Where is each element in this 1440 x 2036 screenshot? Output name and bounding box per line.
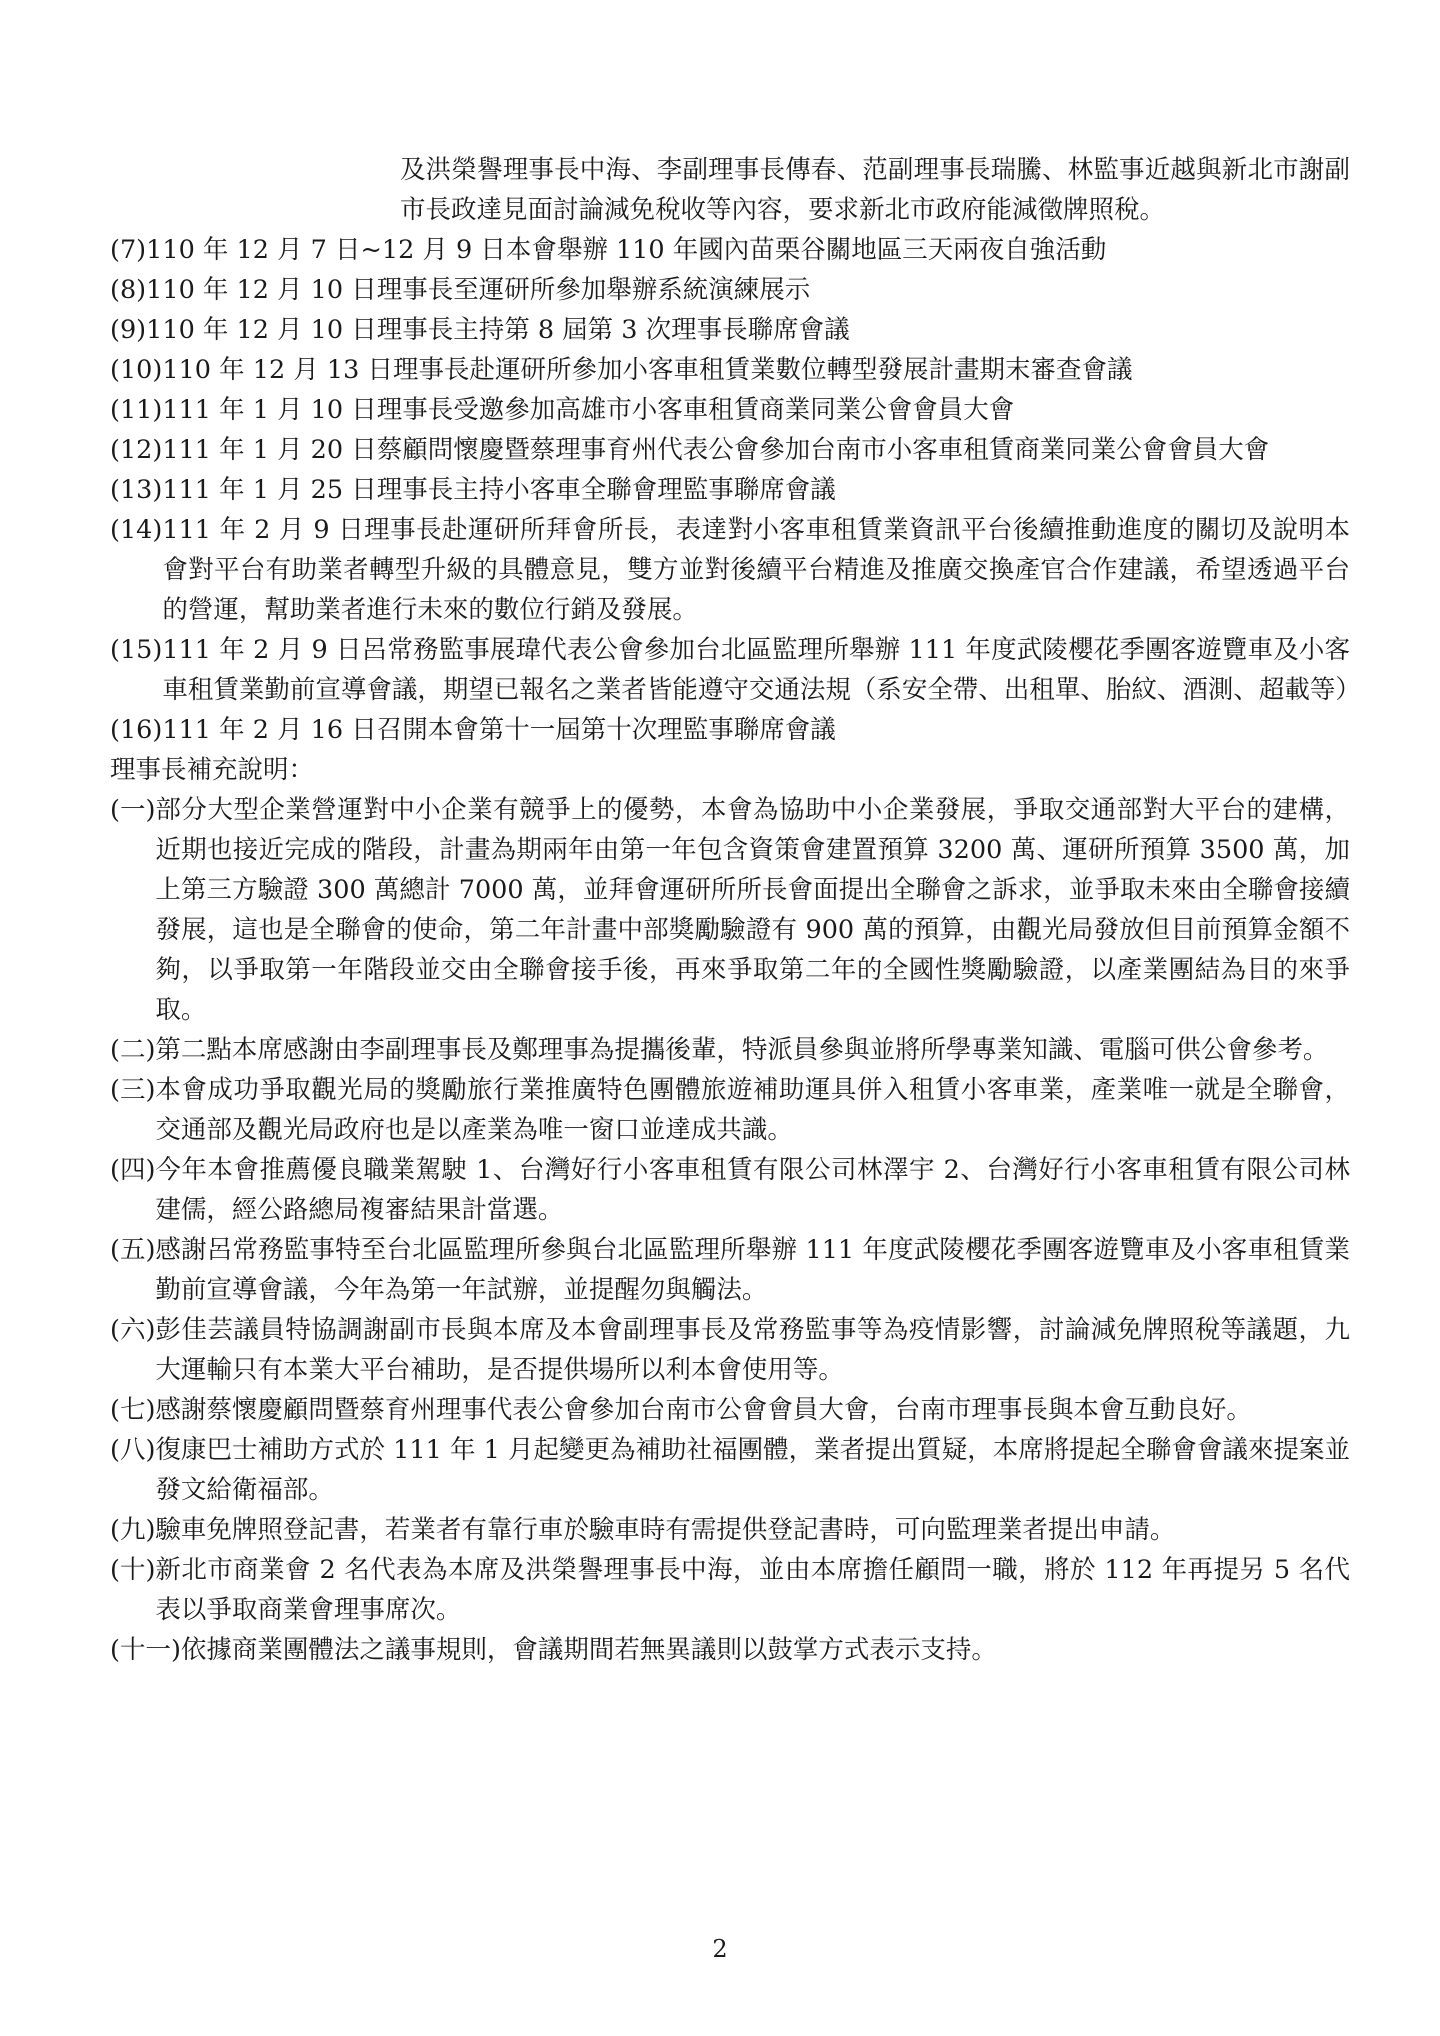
list-item bbox=[110, 350, 1350, 390]
supplement-item bbox=[110, 1150, 1350, 1230]
supplement-number: (九) bbox=[110, 1515, 156, 1545]
supplement-item bbox=[110, 1430, 1350, 1510]
supplement-text: 新北市商業會 2 名代表為本席及洪榮譽理事長中海，並由本席擔任顧問一職，將於 112 年再提另 5 名代表以爭取商業會理事席次。 bbox=[155, 1555, 1350, 1625]
supplement-number: (十一) bbox=[110, 1635, 181, 1665]
document-body bbox=[110, 150, 1361, 1670]
supplement-number: (十) bbox=[110, 1555, 156, 1585]
list-item bbox=[110, 270, 1350, 310]
item-text: 111 年 1 月 20 日蔡顧問懷慶暨蔡理事育州代表公會參加台南市小客車租賃商業同業公會會員大會 bbox=[162, 435, 1270, 465]
list-item bbox=[110, 630, 1361, 710]
item-text: 111 年 2 月 9 日呂常務監事展瑋代表公會參加台北區監理所舉辦 111 年度武陵櫻花季團客遊覽車及小客車租賃業勤前宣導會議，期望已報名之業者皆能遵守交通法規（系安全帶、出租單、胎紋、酒測、超載等） bbox=[162, 635, 1361, 705]
item-text: 111 年 2 月 9 日理事長赴運研所拜會所長，表達對小客車租賃業資訊平台後續推動進度的關切及說明本會對平台有助業者轉型升級的具體意見，雙方並對後續平台精進及推廣交換產官合作建議，希望透過平台的營運，幫助業者進行未來的數位行銷及發展。 bbox=[162, 515, 1350, 625]
supplement-text: 復康巴士補助方式於 111 年 1 月起變更為補助社福團體，業者提出質疑，本席將提起全聯會會議來提案並發文給衛福部。 bbox=[155, 1435, 1350, 1505]
supplement-text: 今年本會推薦優良職業駕駛 1、台灣好行小客車租賃有限公司林澤宇 2、台灣好行小客車租賃有限公司林建儒，經公路總局複審結果計當選。 bbox=[155, 1155, 1350, 1225]
supplement-number: (六) bbox=[110, 1315, 156, 1345]
supplement-number: (四) bbox=[110, 1155, 156, 1185]
supplement-item bbox=[110, 1630, 1350, 1670]
supplement-text: 本會成功爭取觀光局的獎勵旅行業推廣特色團體旅遊補助運具併入租賃小客車業，產業唯一就是全聯會，交通部及觀光局政府也是以產業為唯一窗口並達成共識。 bbox=[155, 1075, 1350, 1145]
supplement-number: (五) bbox=[110, 1235, 156, 1265]
supplement-text: 感謝蔡懷慶顧問暨蔡育州理事代表公會參加台南市公會會員大會，台南市理事長與本會互動良好。 bbox=[155, 1395, 1252, 1425]
supplement-text: 第二點本席感謝由李副理事長及鄭理事為提攜後輩，特派員參與並將所學專業知識、電腦可供公會參考。 bbox=[155, 1035, 1329, 1065]
supplement-item bbox=[110, 1390, 1350, 1430]
list-item bbox=[110, 390, 1350, 430]
item-number: (10) bbox=[110, 355, 163, 385]
supplement-item bbox=[110, 1070, 1350, 1150]
item-number: (9) bbox=[110, 315, 147, 345]
item-number: (12) bbox=[110, 435, 163, 465]
supplement-item bbox=[110, 1310, 1350, 1390]
page-number: 2 bbox=[712, 1935, 728, 1963]
item-text: 110 年 12 月 7 日~12 月 9 日本會舉辦 110 年國內苗栗谷關地區三天兩夜自強活動 bbox=[146, 235, 1107, 265]
supplement-text: 驗車免牌照登記書，若業者有靠行車於驗車時有需提供登記書時，可向監理業者提出申請。 bbox=[155, 1515, 1176, 1545]
supplement-item bbox=[110, 1550, 1350, 1630]
supplement-number: (一) bbox=[110, 795, 156, 825]
list-item bbox=[110, 510, 1350, 630]
continuation-paragraph: 及洪榮譽理事長中海、李副理事長傳春、范副理事長瑞騰、林監事近越與新北市謝副市長政達見面討論減免稅收等內容，要求新北市政府能減徵牌照稅。 bbox=[400, 155, 1350, 225]
list-item bbox=[110, 710, 1350, 750]
item-number: (16) bbox=[110, 715, 163, 745]
item-number: (13) bbox=[110, 475, 163, 505]
supplement-text: 感謝呂常務監事特至台北區監理所參與台北區監理所舉辦 111 年度武陵櫻花季團客遊覽車及小客車租賃業勤前宣導會議，今年為第一年試辦，並提醒勿與觸法。 bbox=[155, 1235, 1350, 1305]
item-text: 110 年 12 月 13 日理事長赴運研所參加小客車租賃業數位轉型發展計畫期末審查會議 bbox=[162, 355, 1133, 385]
list-item bbox=[110, 430, 1350, 470]
item-number: (11) bbox=[110, 395, 163, 425]
list-item bbox=[110, 310, 1350, 350]
item-text: 110 年 12 月 10 日理事長主持第 8 屆第 3 次理事長聯席會議 bbox=[146, 315, 850, 345]
item-text: 111 年 2 月 16 日召開本會第十一屆第十次理監事聯席會議 bbox=[162, 715, 836, 745]
supplement-heading: 理事長補充說明： bbox=[110, 755, 315, 785]
supplement-number: (八) bbox=[110, 1435, 156, 1465]
item-text: 110 年 12 月 10 日理事長至運研所參加舉辦系統演練展示 bbox=[146, 275, 811, 305]
item-number: (14) bbox=[110, 515, 163, 545]
supplement-text: 依據商業團體法之議事規則，會議期間若無異議則以鼓掌方式表示支持。 bbox=[180, 1635, 997, 1665]
supplement-number: (二) bbox=[110, 1035, 156, 1065]
supplement-number: (三) bbox=[110, 1075, 156, 1105]
supplement-item bbox=[110, 790, 1350, 1030]
list-item bbox=[110, 470, 1350, 510]
item-text: 111 年 1 月 10 日理事長受邀參加高雄市小客車租賃商業同業公會會員大會 bbox=[162, 395, 1015, 425]
item-number: (15) bbox=[110, 635, 163, 665]
item-number: (8) bbox=[110, 275, 147, 305]
item-text: 111 年 1 月 25 日理事長主持小客車全聯會理監事聯席會議 bbox=[162, 475, 836, 505]
item-number: (7) bbox=[110, 235, 147, 265]
supplement-item bbox=[110, 1030, 1350, 1070]
supplement-item bbox=[110, 1510, 1350, 1550]
supplement-number: (七) bbox=[110, 1395, 156, 1425]
list-item bbox=[110, 230, 1350, 270]
supplement-text: 部分大型企業營運對中小企業有競爭上的優勢，本會為協助中小企業發展，爭取交通部對大平台的建構，近期也接近完成的階段，計畫為期兩年由第一年包含資策會建置預算 3200 萬、運研所預算 3500 萬，加上第三方驗證 300 萬總計 7000 萬，並拜會運研所所長會面提出全聯會之訴求，並爭取未來由全聯會接續發展，這也是全聯會的使命，第二年計畫中部獎勵驗證有 900 萬的預算，由觀光局發放但目前預算金額不夠，以爭取第一年階段並交由全聯會接手後，再來爭取第二年的全國性獎勵驗證，以產業團結為目的來爭取。 bbox=[155, 795, 1350, 1025]
supplement-item bbox=[110, 1230, 1350, 1310]
supplement-text: 彭佳芸議員特協調謝副市長與本席及本會副理事長及常務監事等為疫情影響，討論減免牌照稅等議題，九大運輸只有本業大平台補助，是否提供場所以利本會使用等。 bbox=[155, 1315, 1350, 1385]
